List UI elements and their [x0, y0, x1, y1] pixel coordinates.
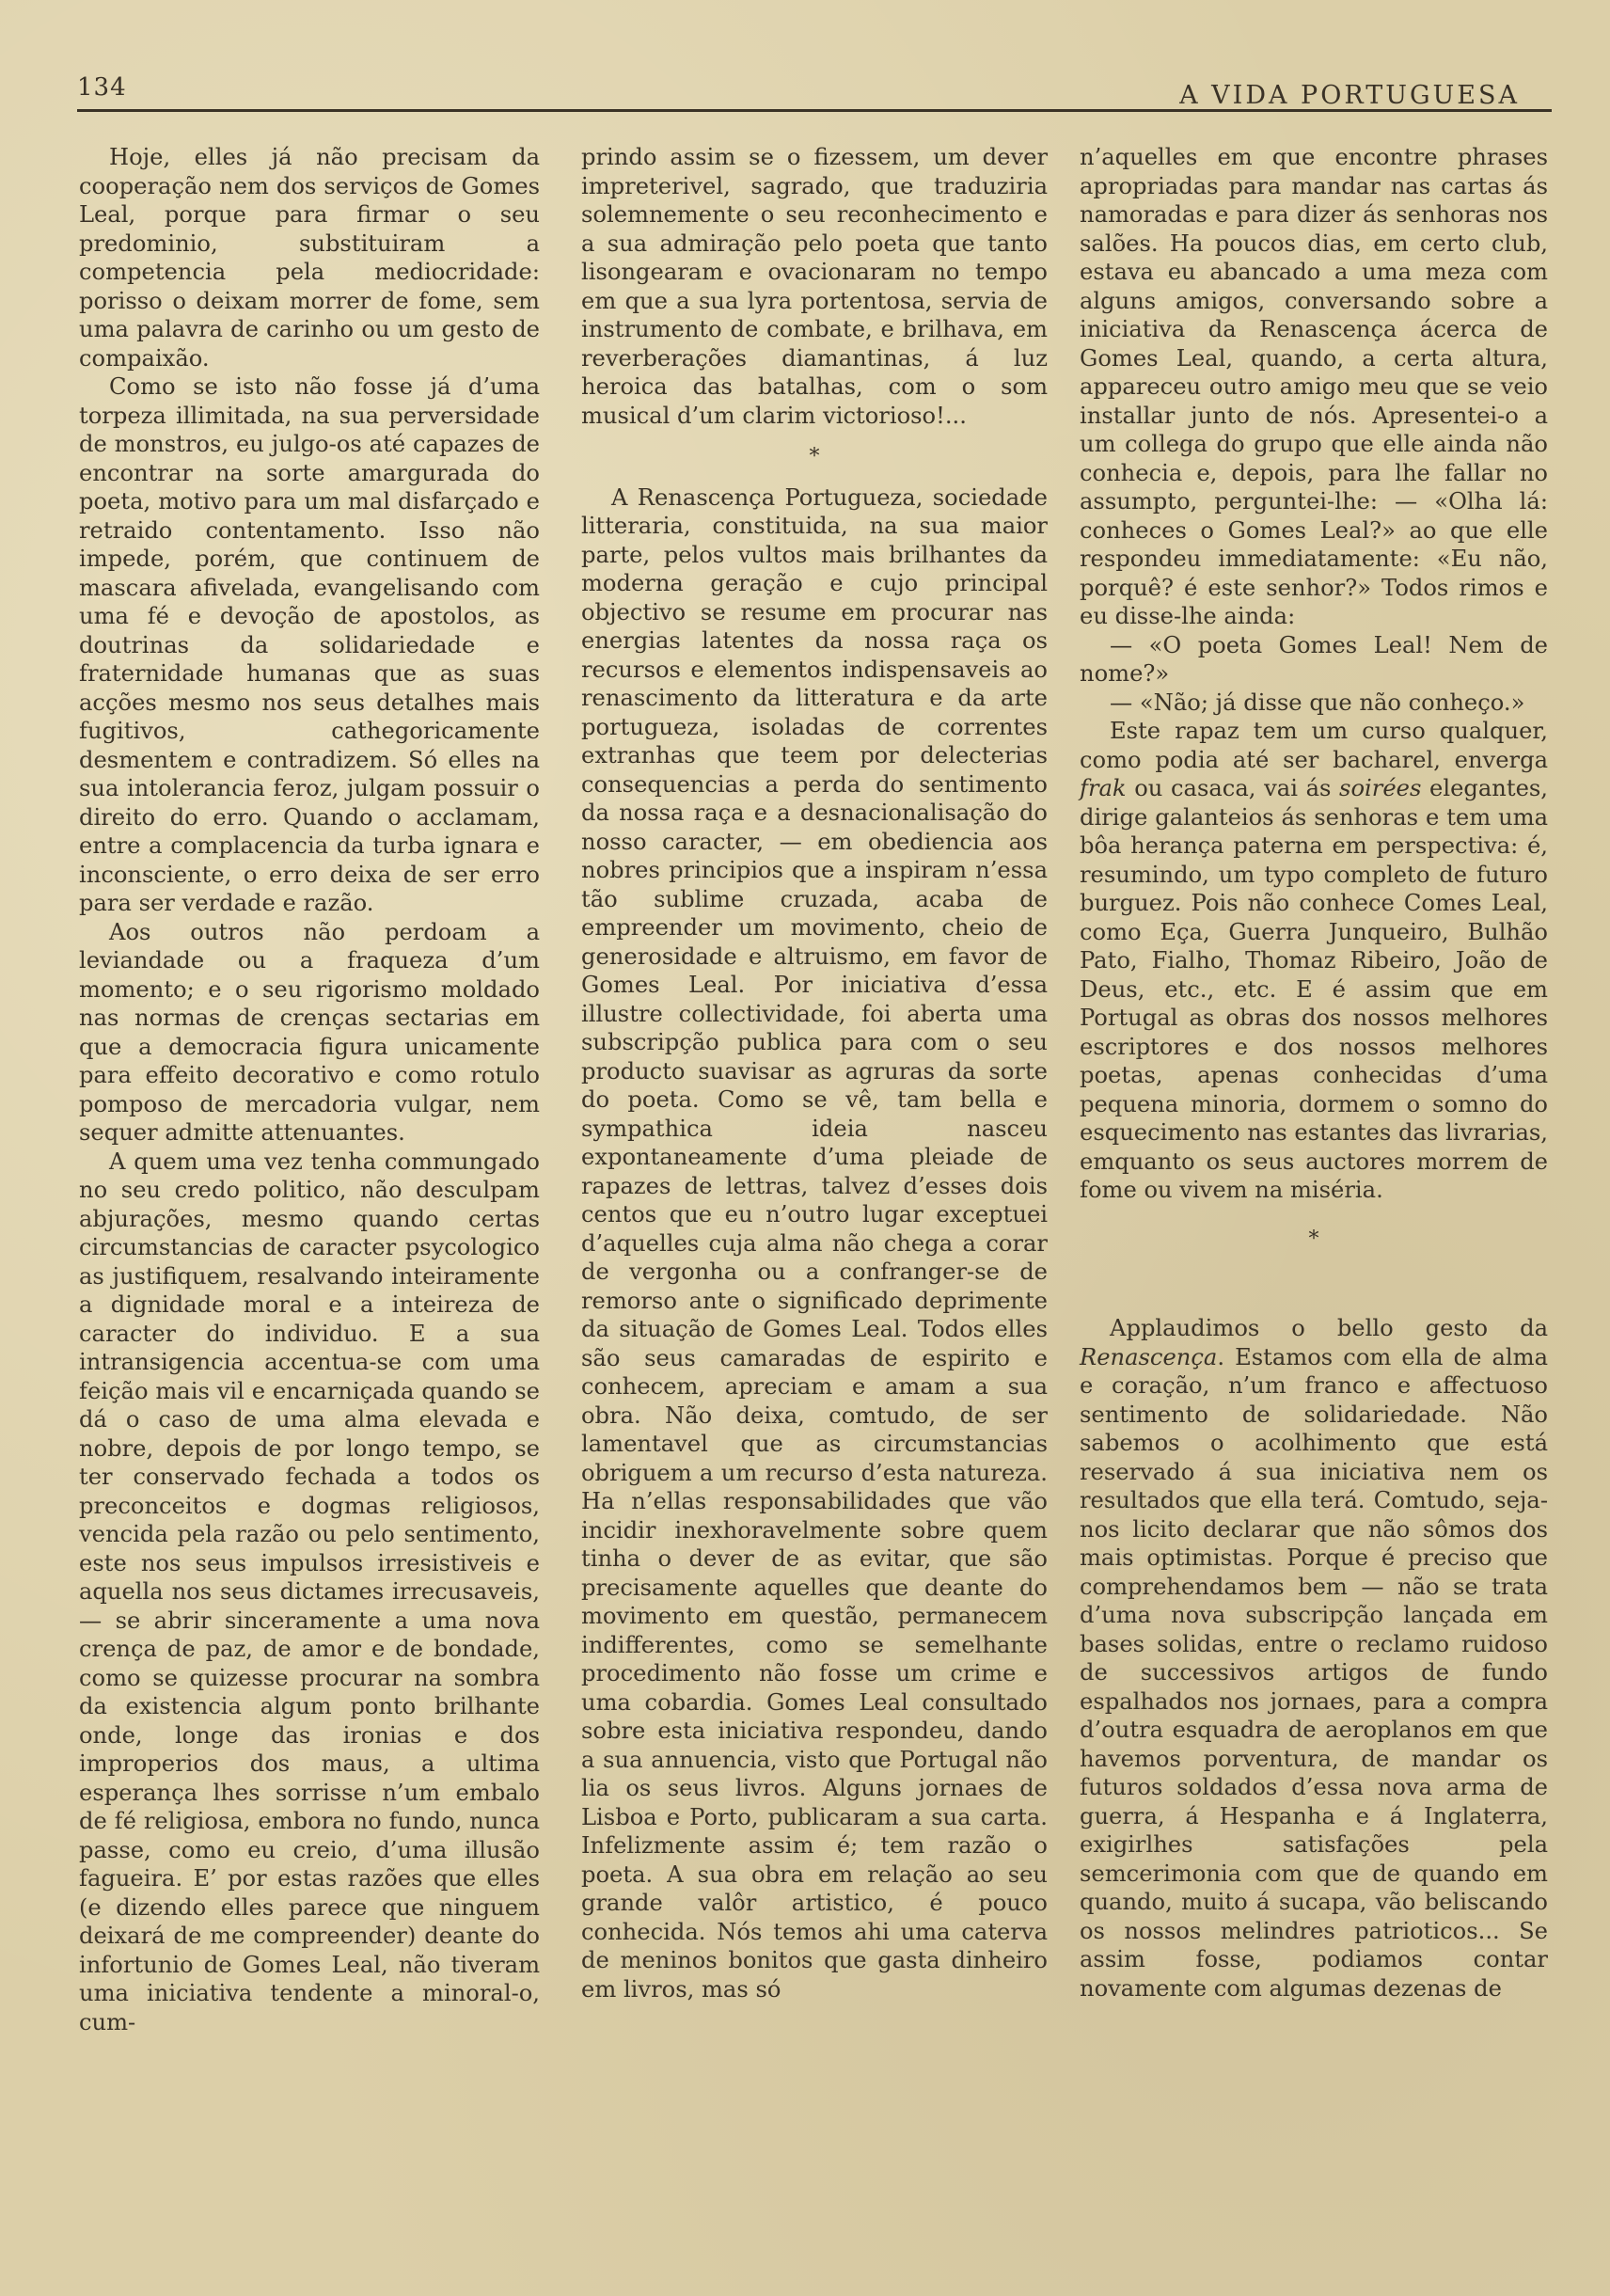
paragraph: Aos outros não perdoam a leviandade ou a fraqueza d’um momento; e o seu rigorismo moldado nas normas de crenças sectarias em que a democracia figura unicamente para effeito decorativo e como rotulo pomposo de mercadoria vulgar, nem sequer admitte attenuantes.	[79, 918, 540, 1146]
text-run: elegantes, dirige galanteios ás senhoras e tem uma bôa herança paterna em perspectiva: é, resumindo, um typo completo de futuro burguez. Pois não conhece Comes Leal, como Eça, Guerra Junqueiro, Bulhão Pato, Fialho, Thomaz Ribeiro, João de Deus, etc., etc. E é assim que em Portugal as obras dos nossos melhores escriptores e dos nossos melhores poetas, apenas conhecidas d’uma pequena minoria, dormem o somno do esquecimento nas estantes das livrarias, emquanto os seus auctores morrem de fome ou vivem na miséria.	[1080, 775, 1548, 1203]
column-2	[581, 143, 1048, 2003]
text-run: Applaudimos o bello gesto da	[1110, 1315, 1548, 1341]
paragraph: — «Não; já disse que não conheço.»	[1110, 689, 1525, 716]
paragraph: A Renascença Portugueza, sociedade litteraria, constituida, na sua maior parte, pelos vultos mais brilhantes da moderna geração e cujo principal objectivo se resume em procurar nas energias latentes da nossa raça os recursos e elementos indispensaveis ao renascimento da litteratura e da arte portugueza, isoladas de correntes extranhas que teem por delecterias consequencias a perda do sentimento da nossa raça e a desnacionalisação do nosso caracter, — em obediencia aos nobres principios que a inspiram n’essa tão sublime cruzada, acaba de empreender um movimento, cheio de generosidade e altruismo, em favor de Gomes Leal. Por iniciativa d’essa illustre collectividade, foi aberta uma subscripção publica para com o seu producto suavisar as agruras da sorte do poeta. Como se vê, tam bella e sympathica ideia nasceu expontaneamente d’uma pleiade de rapazes de lettras, talvez d’esses dois centos que eu n’outro lugar exceptuei d’aquelles cuja alma não chega a corar de vergonha ou a confranger-se de remorso ante o significado deprimente da situação de Gomes Leal. Todos elles são seus camaradas de espirito e conhecem, apreciam e amam a sua obra. Não deixa, comtudo, de ser lamentavel que as circumstancias obriguem a um recurso d’esta natureza. Ha n’ellas responsabilidades que vão incidir inexhoravelmente sobre quem tinha o dever de as evitar, que são precisamente aquelles que deante do movimento em questão, permanecem indifferentes, como se semelhante procedimento não fosse um crime e uma cobardia. Gomes Leal consultado sobre esta iniciativa respondeu, dando a sua annuencia, visto que Portugal não lia os seus livros. Alguns jornaes de Lisboa e Porto, publicaram a sua carta. Infelizmente assim é; tem razão o poeta. A sua obra em relação ao seu grande valôr artistico, é pouco conhecida. Nós temos ahi uma caterva de meninos bonitos que gasta dinheiro em livros, mas só	[581, 483, 1048, 2003]
page-number: 134	[77, 73, 127, 102]
column-3	[1080, 143, 1548, 2003]
header-rule	[77, 109, 1552, 112]
paragraph: A quem uma vez tenha commungado no seu credo politico, não desculpam abjurações, mesmo quando certas circumstancias de caracter psycologico as justifiquem, resalvando inteiramente a dignidade moral e a inteireza de caracter do individuo. E a sua intransigencia accentua-se com uma feição mais vil e encarniçada quando se dá o caso de uma alma elevada e nobre, depois de por longo tempo, se ter conservado fechada a todos os preconceitos e dogmas religiosos, vencida pela razão ou pelo sentimento, este nos seus impulsos irresistiveis e aquella nos seus dictames irrecusaveis, — se abrir sinceramente a uma nova crença de paz, de amor e de bondade, como se quizesse procurar na sombra da existencia algum ponto brilhante onde, longe das ironias e dos improperios dos maus, a ultima esperança lhes sorrisse n’um embalo de fé religiosa, embora no fundo, nunca passe, como eu creio, d’uma illusão fagueira. E’ por estas razões que elles (e dizendo elles parece que ninguem deixará de me compreender) deante do infortunio de Gomes Leal, não tiveram uma iniciativa tendente a minoral-o, cum-	[79, 1148, 540, 2035]
paragraph	[1080, 717, 1548, 1205]
text-run: ou casaca, vai ás	[1126, 775, 1340, 801]
italic-word: frak	[1080, 775, 1127, 801]
text-run: Este rapaz tem um curso qualquer, como podia até ser bacharel, enverga	[1080, 718, 1548, 773]
paragraph: prindo assim se o fizessem, um dever impreterivel, sagrado, que traduziria solemnemente o seu reconhecimento e a sua admiração pelo poeta que tanto lisongearam e ovacionaram no tempo em que a sua lyra portentosa, servia de instrumento de combate, e brilhava, em reverberações diamantinas, á luz heroica das batalhas, com o som musical d’um clarim victorioso!...	[581, 144, 1048, 429]
text-run: . Estamos com ella de alma e coração, n’um franco e affectuoso sentimento de solidariedade. Não sabemos o acolhimento que está reservado á sua iniciativa nem os resultados que ella terá. Comtudo, seja-nos licito declarar que não sômos dos mais optimistas. Porque é preciso que comprehendamos bem — não se trata d’uma nova subscripção lançada em bases solidas, entre o reclamo ruidoso de successivos artigos de fundo espalhados nos jornaes, para a compra d’outra esquadra de aeroplanos em que havemos porventura, de mandar os futuros soldados d’essa nova arma de guerra, á Hespanha e á Inglaterra, exigirlhes satisfações pela semcerimonia com que de quando em quando, muito á sucapa, vão beliscando os nossos melindres patrioticos... Se assim fosse, podiamos contar novamente com algumas dezenas de	[1080, 1343, 1548, 2002]
paragraph: Hoje, elles já não precisam da cooperação nem dos serviços de Gomes Leal, porque para firmar o seu predominio, substituiram a competencia pela mediocridade: porisso o deixam morrer de fome, sem uma palavra de carinho ou um gesto de compaixão.	[79, 144, 540, 372]
italic-word: Renascença	[1080, 1343, 1218, 1370]
paragraph	[1080, 1314, 1548, 2003]
running-title: A VIDA PORTUGUESA	[1179, 81, 1520, 110]
paragraph: n’aquelles em que encontre phrases apropriadas para mandar nas cartas ás namoradas e para dizer ás senhoras nos salões. Ha poucos dias, em certo club, estava eu abancado a uma meza com alguns amigos, conversando sobre a iniciativa da Renascença ácerca de Gomes Leal, quando, a certa altura, appareceu outro amigo meu que se veio installar junto de nós. Apresentei-o a um collega do grupo que elle ainda não conhecia e, depois, para lhe fallar no assumpto, perguntei-lhe: — «Olha lá: conheces o Gomes Leal?» ao que elle respondeu immediatamente: «Eu não, porquê? é este senhor?» Todos rimos e eu disse-lhe ainda:	[1080, 144, 1548, 629]
column-1	[79, 143, 540, 2036]
paragraph: Como se isto não fosse já d’uma torpeza illimitada, na sua perversidade de monstros, eu julgo-os até capazes de encontrar na sorte amargurada do poeta, motivo para um mal disfarçado e retraido contentamento. Isso não impede, porém, que continuem de mascara afivelada, evangelisando com uma fé e devoção de apostolos, as doutrinas da solidariedade e fraternidade humanas que as suas acções mesmo nos seus detalhes mais fugitivos, cathegoricamente desmentem e contradizem. Só elles na sua intolerancia feroz, julgam possuir o direito do erro. Quando o acclamam, entre a complacencia da turba ignara e inconsciente, o erro deixa de ser erro para ser verdade e razão.	[79, 373, 540, 916]
section-separator: *	[1308, 1227, 1319, 1251]
paragraph: — «O poeta Gomes Leal! Nem de nome?»	[1080, 631, 1548, 687]
section-separator: *	[809, 445, 820, 468]
italic-word: soirées	[1339, 775, 1422, 801]
